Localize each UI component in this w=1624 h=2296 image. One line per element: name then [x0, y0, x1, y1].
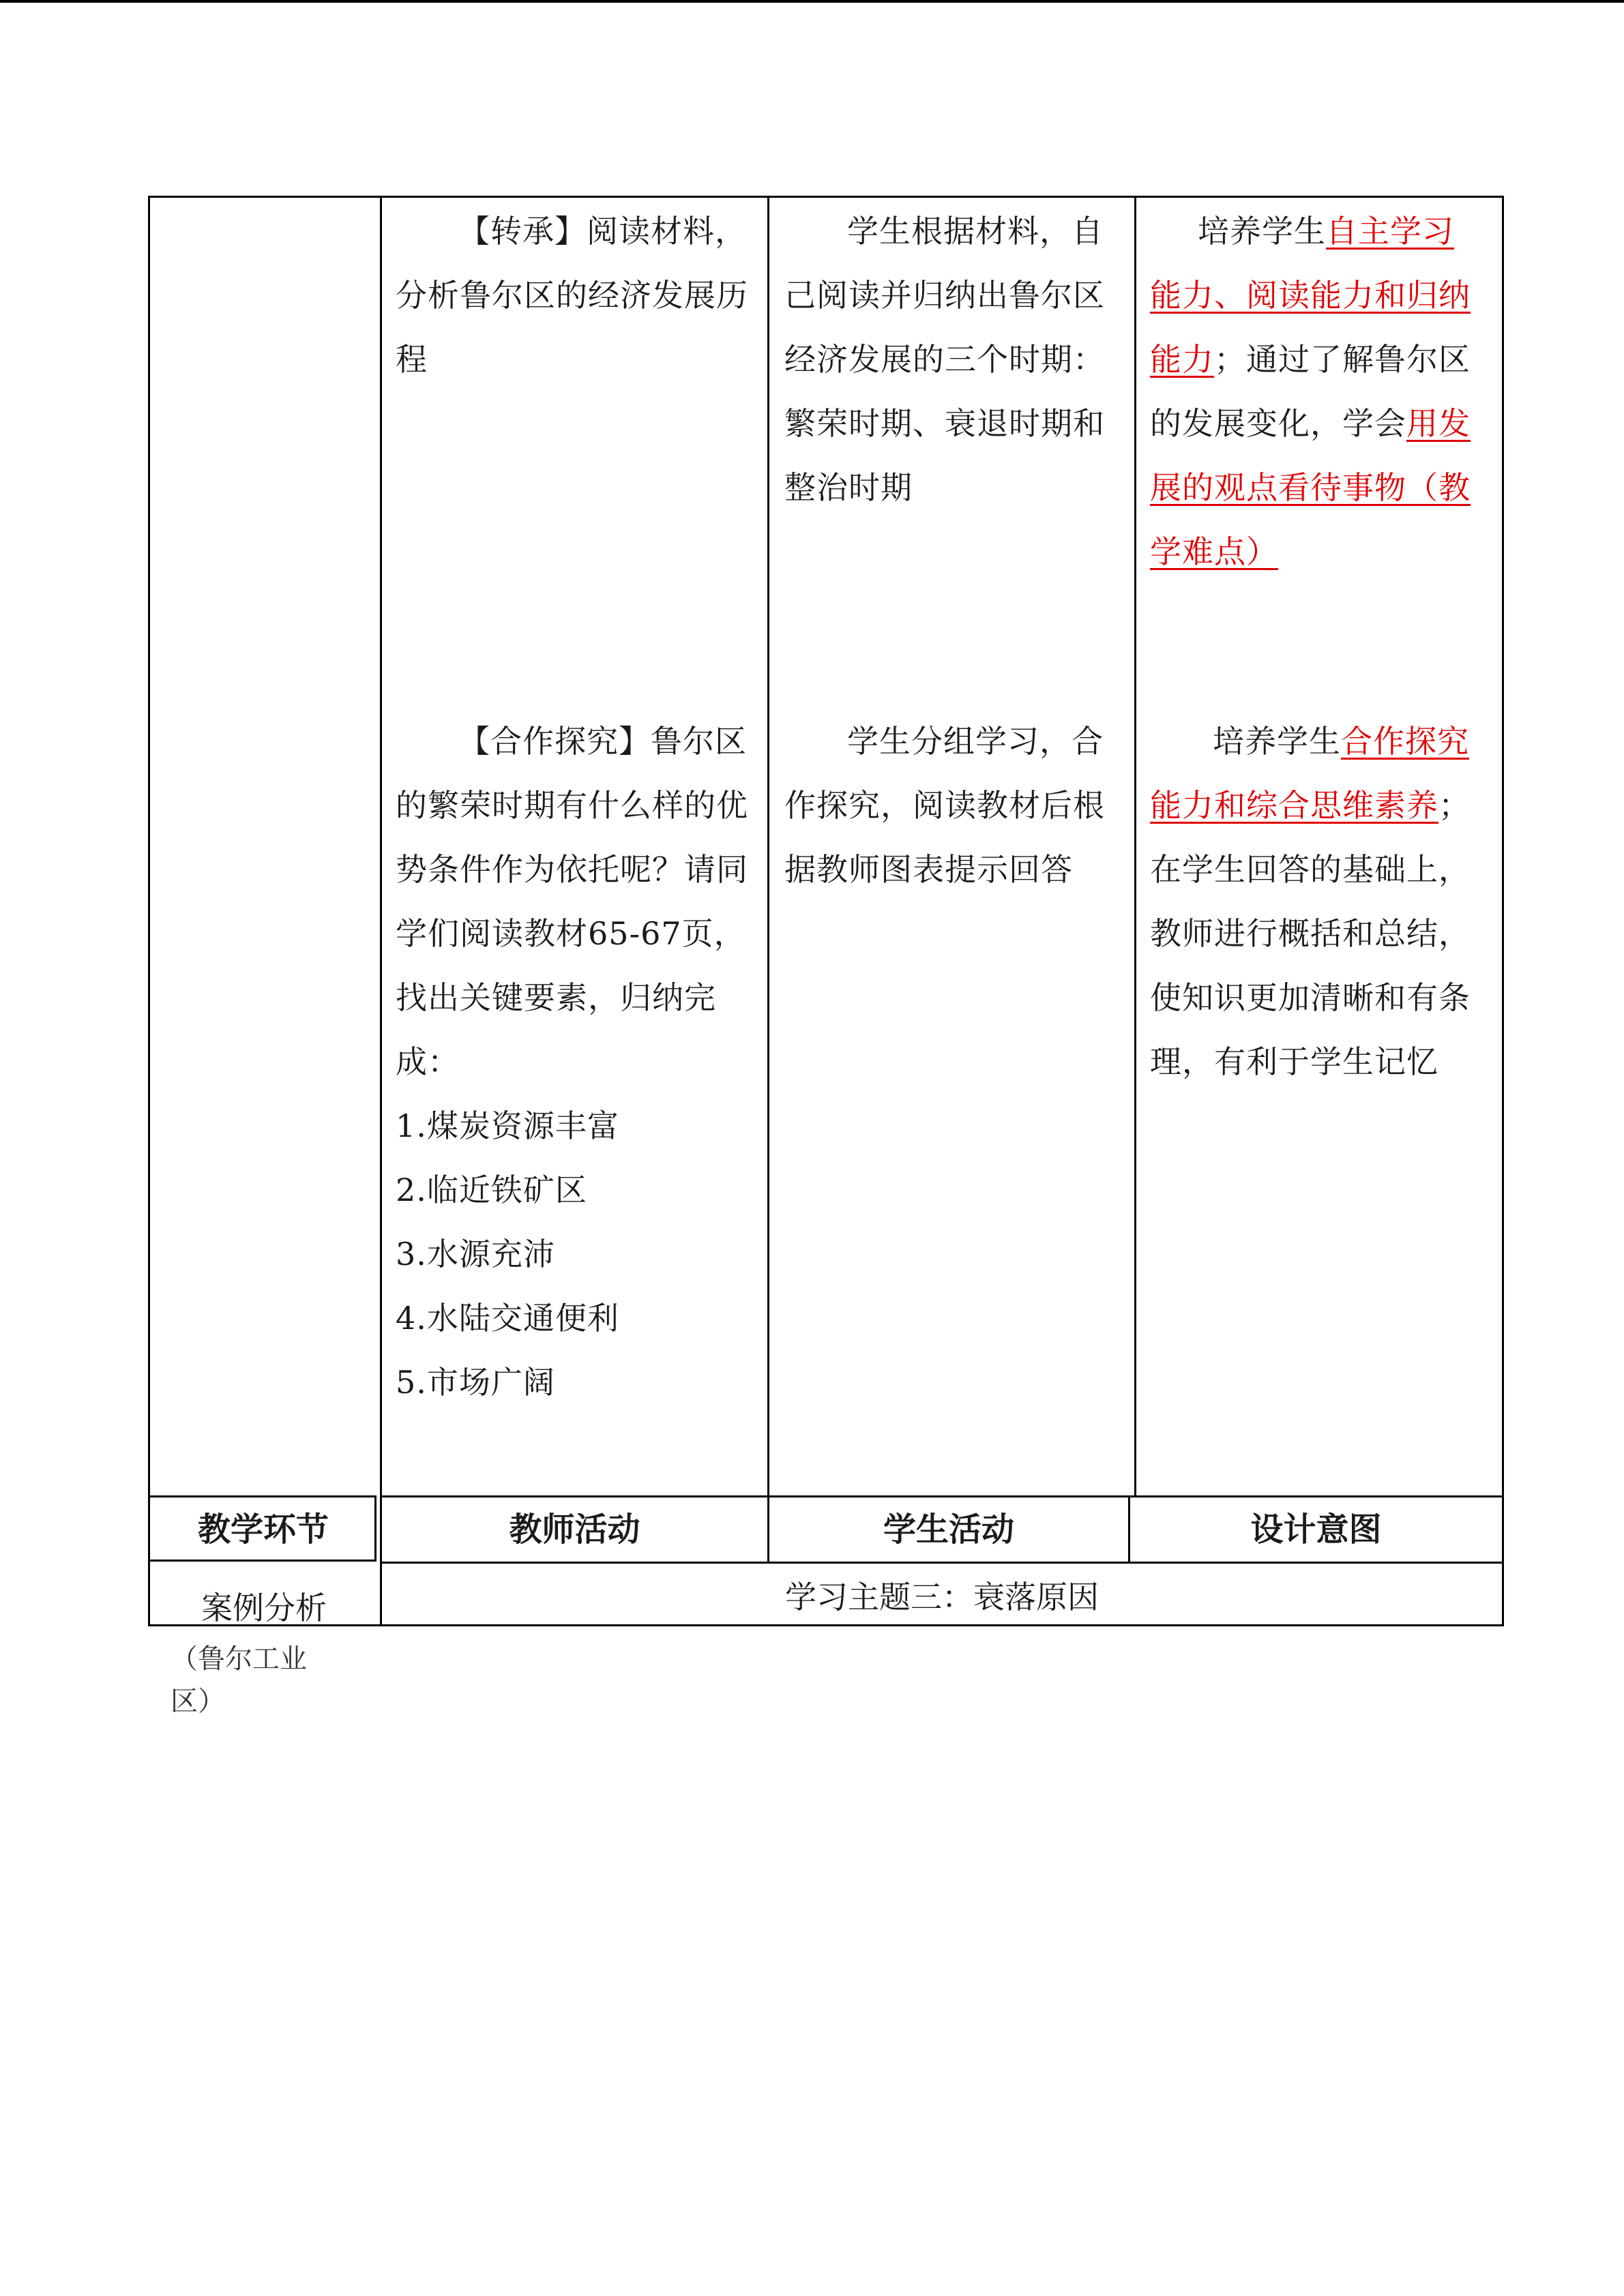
- row2-design-prefix: 培养学生: [1213, 723, 1341, 760]
- teacher-list-item: 4.水陆交通便利: [396, 1300, 619, 1337]
- header-teacher: 教师活动: [509, 1510, 640, 1549]
- teacher-list-item: 1.煤炭资源丰富: [396, 1107, 619, 1144]
- learning-topic-three: 学习主题三：衰落原因: [785, 1579, 1099, 1615]
- header-student: 学生活动: [883, 1510, 1014, 1549]
- teacher-list-item: 5.市场广阔: [396, 1364, 555, 1401]
- teacher-list-item: 3.水源充沛: [396, 1236, 555, 1272]
- row1-design-middle: ；通过了解鲁尔区的发展变化，学会: [1150, 341, 1471, 442]
- row1-teacher-activity: 【转承】阅读材料，分析鲁尔区的经济发展历程: [396, 213, 748, 378]
- header-design: 设计意图: [1250, 1510, 1382, 1549]
- table-top-border: [148, 196, 1504, 198]
- row1-student-activity: 学生根据材料，自己阅读并归纳出鲁尔区经济发展的三个时期：繁荣时期、衰退时期和整治时期: [784, 213, 1105, 506]
- case-stage-label: 案例分析: [201, 1590, 327, 1626]
- row1-design-highlight-1: 自主学习能力、阅读能力和归纳能力: [1150, 213, 1471, 378]
- row2-design-rest: ；在学生回答的基础上，教师进行概括和总结，使知识更加清晰和有条理，有利于学生记忆: [1150, 787, 1471, 1080]
- col-divider-3: [1134, 196, 1136, 1497]
- table-right-border: [1502, 196, 1504, 1626]
- table-left-border: [148, 196, 150, 1626]
- page-top-border: [0, 0, 1624, 3]
- row1-design-highlight-2: 用发展的观点看待事物（教学难点）: [1150, 405, 1471, 570]
- row1-design-prefix: 培养学生: [1198, 213, 1326, 250]
- ruhr-note: （鲁尔工业区）: [171, 1643, 307, 1717]
- row2-student-activity: 学生分组学习，合作探究，阅读教材后根据教师图表提示回答: [784, 723, 1105, 888]
- col-divider-1: [380, 196, 382, 1626]
- col-divider-2: [767, 196, 769, 1564]
- header-stage: 教学环节: [197, 1510, 329, 1549]
- row2-design-intent: [1150, 709, 1484, 1094]
- teacher-list-item: 2.临近铁矿区: [396, 1172, 587, 1208]
- row2-teacher-intro: 【合作探究】鲁尔区的繁荣时期有什么样的优势条件作为依托呢？请同学们阅读教材65-67页，找出关键要素，归纳完成：: [396, 723, 748, 1080]
- row1-design-intent: [1150, 199, 1484, 584]
- table-bottom-border: [148, 1624, 1504, 1626]
- row2-design-highlight: 合作探究能力和综合思维素养: [1150, 723, 1469, 824]
- row2-teacher-activity: [396, 709, 750, 1414]
